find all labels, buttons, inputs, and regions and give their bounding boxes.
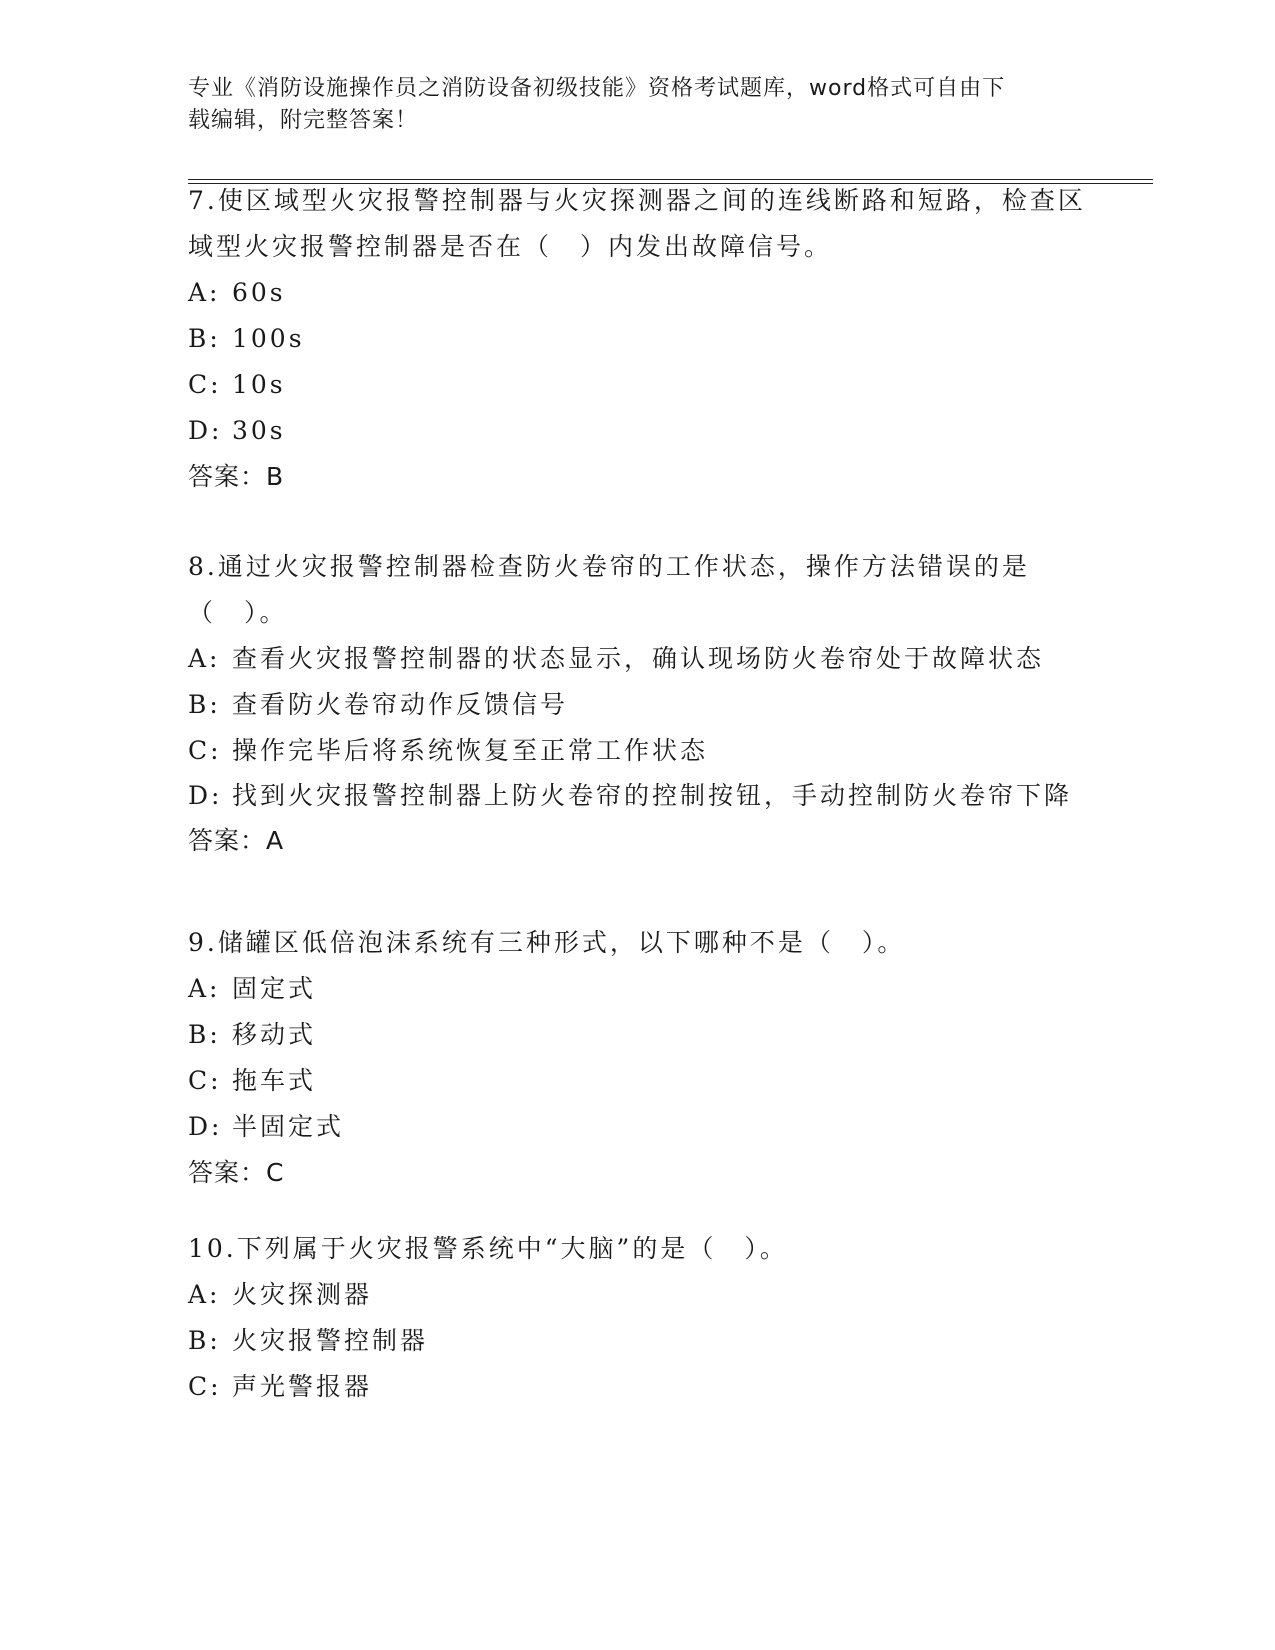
option-text: 10s — [232, 370, 286, 399]
option-text: 半固定式 — [232, 1112, 345, 1141]
option-key: C: — [188, 370, 222, 399]
option-b — [188, 682, 1088, 728]
option-text: 火灾报警控制器 — [232, 1326, 429, 1355]
option-key: C: — [188, 1372, 222, 1401]
option-key: C: — [188, 1066, 222, 1095]
option-a — [188, 1272, 1088, 1318]
option-text: 操作完毕后将系统恢复至正常工作状态 — [232, 736, 709, 765]
question-10 — [188, 1226, 1088, 1410]
option-a — [188, 270, 1088, 316]
option-b — [188, 1318, 1088, 1364]
option-c — [188, 1364, 1088, 1410]
option-text: 100s — [232, 324, 305, 353]
header-line-2: 载编辑，附完整答案！ — [188, 108, 419, 133]
option-text: 60s — [232, 278, 286, 307]
option-key: D: — [188, 781, 223, 810]
option-c — [188, 362, 1088, 408]
option-key: D: — [188, 416, 223, 445]
option-text: 声光警报器 — [232, 1372, 373, 1401]
option-d — [188, 408, 1088, 454]
option-text: 拖车式 — [232, 1066, 317, 1095]
option-d — [188, 774, 1088, 818]
option-key: B: — [188, 1020, 221, 1049]
answer: 答案：B — [188, 462, 285, 491]
option-text: 找到火灾报警控制器上防火卷帘的控制按钮，手动控制防火卷帘下降 — [232, 781, 1073, 810]
option-text: 查看防火卷帘动作反馈信号 — [232, 690, 569, 719]
option-d — [188, 1104, 1088, 1150]
option-key: A: — [188, 644, 221, 673]
answer: 答案：C — [188, 1158, 285, 1187]
option-key: B: — [188, 1326, 221, 1355]
option-a — [188, 966, 1088, 1012]
question-stem: 8.通过火灾报警控制器检查防火卷帘的工作状态，操作方法错误的是（ ）。 — [188, 552, 1030, 627]
question-stem: 10.下列属于火灾报警系统中“大脑”的是（ ）。 — [188, 1234, 788, 1263]
option-a — [188, 636, 1088, 682]
question-stem: 9.储罐区低倍泡沫系统有三种形式，以下哪种不是（ ）。 — [188, 928, 906, 957]
option-text: 火灾探测器 — [232, 1280, 373, 1309]
option-b — [188, 316, 1088, 362]
option-text: 固定式 — [232, 974, 317, 1003]
option-c — [188, 728, 1088, 774]
option-key: D: — [188, 1112, 223, 1141]
header-line-1: 专业《消防设施操作员之消防设备初级技能》资格考试题库，word格式可自由下 — [188, 76, 1006, 101]
option-key: A: — [188, 1280, 221, 1309]
answer: 答案：A — [188, 826, 285, 855]
option-key: B: — [188, 690, 221, 719]
option-b — [188, 1012, 1088, 1058]
question-8 — [188, 544, 1088, 864]
option-key: A: — [188, 974, 221, 1003]
document-header — [188, 73, 1068, 137]
option-text: 移动式 — [232, 1020, 317, 1049]
option-c — [188, 1058, 1088, 1104]
option-text: 查看火灾报警控制器的状态显示，确认现场防火卷帘处于故障状态 — [232, 644, 1045, 673]
question-7 — [188, 178, 1088, 500]
option-key: A: — [188, 278, 221, 307]
question-9 — [188, 920, 1088, 1196]
option-key: C: — [188, 736, 222, 765]
option-text: 30s — [232, 416, 286, 445]
question-stem: 7.使区域型火灾报警控制器与火灾探测器之间的连线断路和短路，检查区域型火灾报警控制器是否在（ ）内发出故障信号。 — [188, 186, 1086, 261]
option-key: B: — [188, 324, 221, 353]
